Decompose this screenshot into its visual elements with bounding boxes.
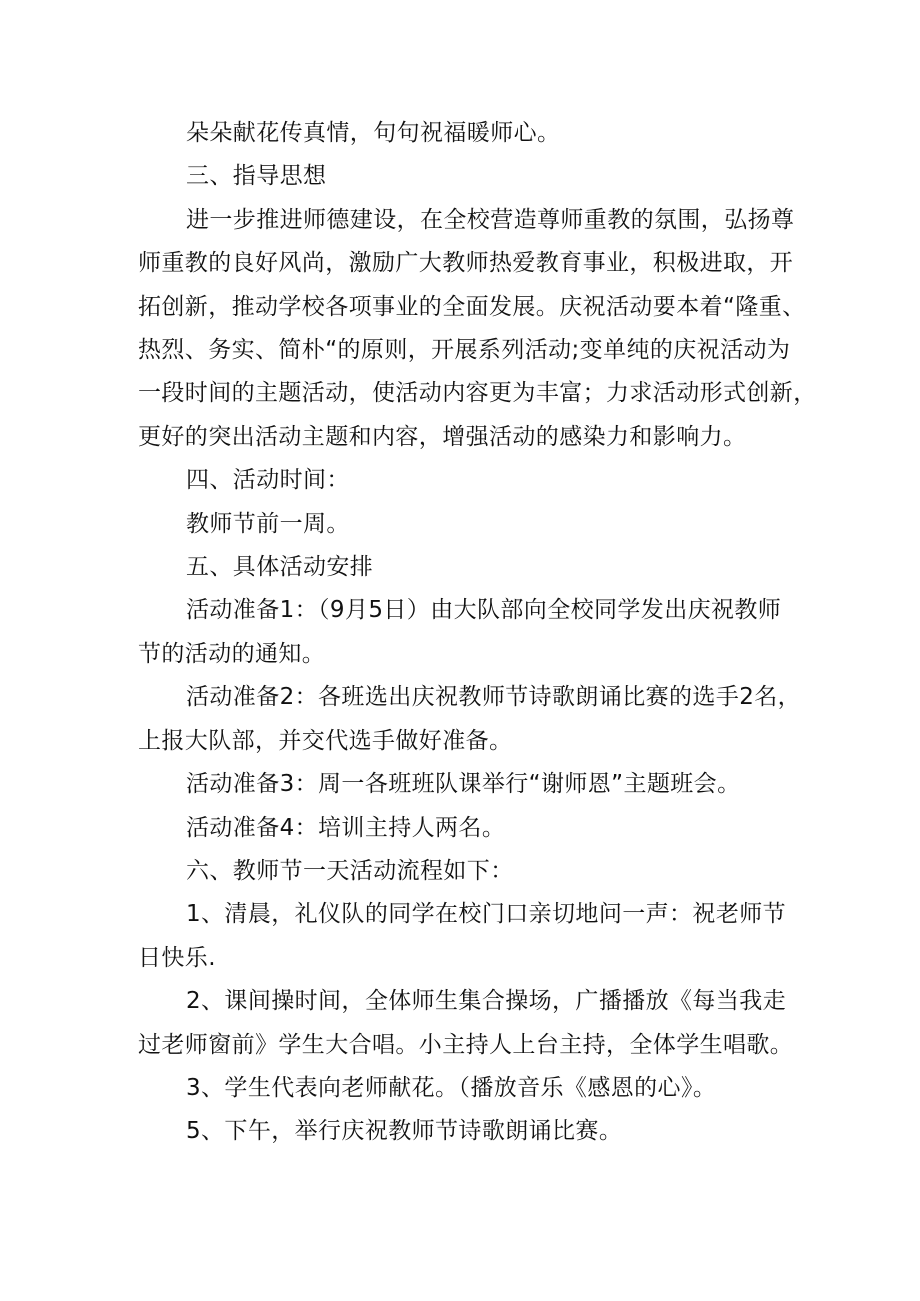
- paragraph-line: 热烈、务实、简朴“的原则，开展系列活动;变单纯的庆祝活动为: [138, 337, 791, 364]
- paragraph: [138, 546, 818, 589]
- paragraph-line: 2、课间操时间，全体师生集合操场，广播播放《每当我走: [186, 988, 787, 1015]
- paragraph-line: 五、具体活动安排: [186, 554, 374, 581]
- paragraph: [138, 980, 818, 1067]
- paragraph: [138, 155, 818, 198]
- document-body: [138, 112, 818, 1154]
- paragraph: [138, 199, 818, 459]
- paragraph-line: 3、学生代表向老师献花。（播放音乐《感恩的心》。: [186, 1074, 717, 1101]
- paragraph-line: 过老师窗前》学生大合唱。小主持人上台主持，全体学生唱歌。: [138, 1031, 794, 1058]
- paragraph-line: 活动准备4：培训主持人两名。: [186, 814, 506, 841]
- paragraph-line: 5、下午，举行庆祝教师节诗歌朗诵比赛。: [186, 1118, 623, 1145]
- paragraph: [138, 503, 818, 546]
- paragraph-line: 四、活动时间：: [186, 467, 350, 494]
- paragraph-line: 三、指导思想: [186, 163, 327, 190]
- paragraph: [138, 1067, 818, 1110]
- paragraph: [138, 1110, 818, 1153]
- paragraph-line: 拓创新，推动学校各项事业的全面发展。庆祝活动要本着“隆重、: [138, 293, 806, 320]
- paragraph: [138, 807, 818, 850]
- paragraph: [138, 112, 818, 155]
- paragraph: [138, 893, 818, 980]
- paragraph-line: 更好的突出活动主题和内容，增强活动的感染力和影响力。: [138, 423, 747, 450]
- paragraph-line: 活动准备2：各班选出庆祝教师节诗歌朗诵比赛的选手2名，: [186, 684, 802, 711]
- paragraph-line: 六、教师节一天活动流程如下：: [186, 857, 514, 884]
- paragraph-line: 朵朵献花传真情，句句祝福暖师心。: [186, 120, 561, 146]
- paragraph-line: 活动准备3：周一各班班队课举行“谢师恩”主题班会。: [186, 771, 741, 798]
- paragraph: [138, 763, 818, 806]
- paragraph-line: 师重教的良好风尚，激励广大教师热爱教育事业，积极进取，开: [138, 250, 794, 277]
- paragraph-line: 一段时间的主题活动，使活动内容更为丰富；力求活动形式创新，: [138, 380, 817, 407]
- paragraph: [138, 459, 818, 502]
- paragraph-line: 节的活动的通知。: [138, 640, 326, 667]
- paragraph-line: 日快乐.: [138, 944, 216, 971]
- paragraph-line: 上报大队部，并交代选手做好准备。: [138, 727, 513, 754]
- paragraph-line: 教师节前一周。: [186, 510, 350, 537]
- paragraph-line: 进一步推进师德建设，在全校营造尊师重教的氛围，弘扬尊: [186, 206, 795, 233]
- paragraph-line: 活动准备1：（9月5日）由大队部向全校同学发出庆祝教师: [186, 597, 782, 624]
- paragraph: [138, 589, 818, 676]
- paragraph: [138, 850, 818, 893]
- paragraph-line: 1、清晨，礼仪队的同学在校门口亲切地问一声：祝老师节: [186, 901, 787, 928]
- paragraph: [138, 676, 818, 763]
